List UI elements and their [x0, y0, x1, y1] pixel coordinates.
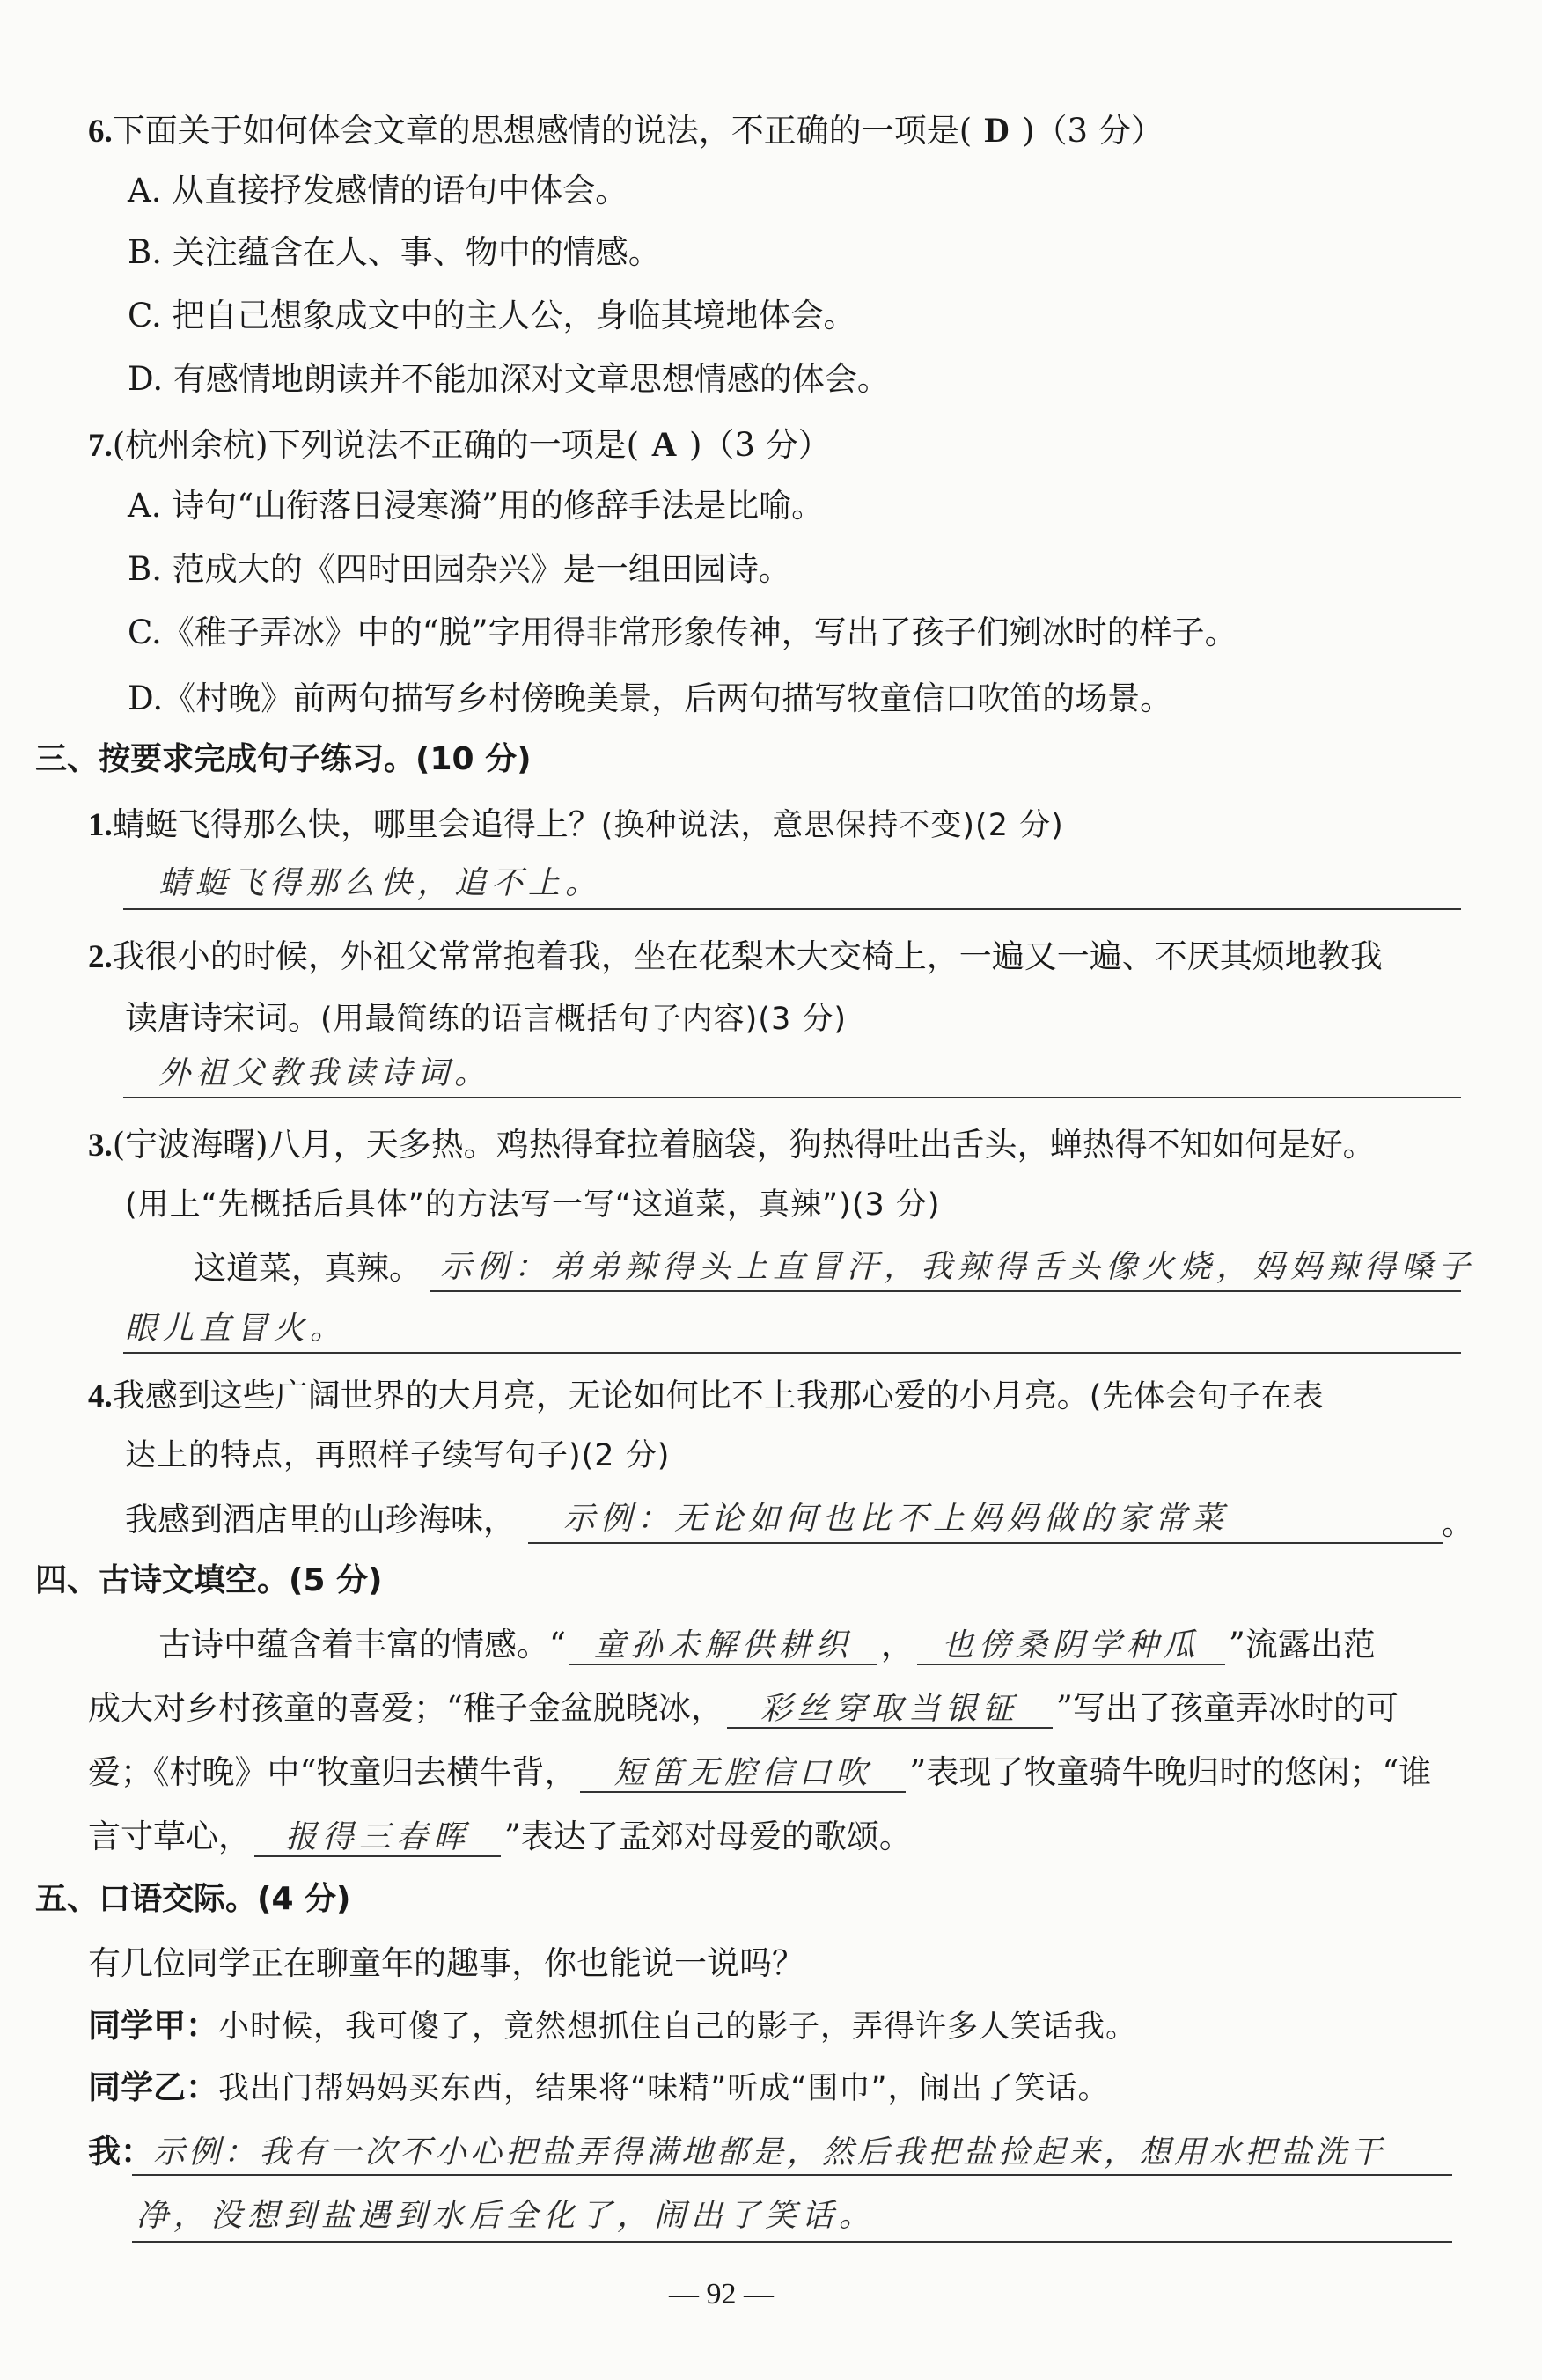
sentence-requirement: (用上“先概括后具体”的方法写一写“这道菜，真辣”)(3 分) [125, 1187, 941, 1223]
sentence-requirement: (先体会句子在表 [1089, 1379, 1325, 1414]
sentence-prompt: 这道菜，真辣。 [194, 1249, 422, 1287]
question-7 [88, 424, 831, 464]
answer-line [123, 1097, 1461, 1098]
dialogue-student-b [88, 2068, 1110, 2106]
sentence-1 [88, 805, 1064, 843]
question-stem: (杭州余杭)下列说法不正确的一项是( [112, 426, 640, 464]
sentence-4 [88, 1379, 1324, 1413]
handwritten-answer: 示例：无论如何也比不上妈妈做的家常菜 [563, 1501, 1230, 1537]
sentence-text: 我感到这些广阔世界的大月亮，无论如何比不上我那心爱的小月亮。 [112, 1377, 1090, 1414]
handwritten-answer: 蜻蜓飞得那么快，追不上。 [158, 865, 603, 901]
speaker-text: 小时候，我可傻了，竟然想抓住自己的影子，弄得许多人笑话我。 [218, 2009, 1138, 2045]
poem-line-4 [88, 1820, 912, 1857]
fill-blank: 报得三春晖 [254, 1822, 501, 1857]
sentence-number: 4. [88, 1378, 113, 1414]
poem-line-1 [158, 1628, 1376, 1665]
poem-text: 古诗中蕴含着丰富的情感。“ [158, 1626, 566, 1664]
handwritten-answer: 外祖父教我读诗词。 [158, 1055, 492, 1091]
handwritten-answer: 示例：我有一次不小心把盐弄得满地都是，然后我把盐捡起来，想用水把盐洗干 [153, 2134, 1386, 2171]
sentence-text: 蜻蜓飞得那么快，哪里会追得上？ [112, 805, 601, 843]
fill-blank: 短笛无腔信口吹 [580, 1758, 906, 1793]
poem-text: 成大对乡村孩童的喜爱；“稚子金盆脱晓冰， [88, 1689, 723, 1727]
poem-line-2 [88, 1689, 1399, 1729]
poem-text: ”表达了孟郊对母爱的歌颂。 [504, 1818, 912, 1855]
sentence-end: 。 [1442, 1504, 1474, 1542]
poem-text: 言寸草心， [88, 1818, 251, 1855]
answer-line [132, 2174, 1452, 2176]
sentence-requirement: (用最简练的语言概括句子内容)(3 分) [320, 1002, 848, 1037]
question-stem: 下面关于如何体会文章的思想感情的说法，不正确的一项是( [112, 112, 973, 150]
answer-letter: A [651, 424, 677, 464]
answer-line [132, 2241, 1452, 2243]
section-4-title: 四、古诗文填空。(5 分) [35, 1562, 383, 1598]
option-a: A. 诗句“山衔落日浸寒漪”用的修辞手法是比喻。 [128, 487, 825, 525]
sentence-number: 2. [88, 939, 113, 975]
option-a: A. 从直接抒发感情的语句中体会。 [128, 172, 628, 209]
fill-blank: 彩丝穿取当银钲 [727, 1693, 1053, 1729]
fill-blank: 童孙未解供耕织 [569, 1630, 877, 1665]
dialogue-me [88, 2135, 1385, 2169]
option-b: B. 关注蕴含在人、事、物中的情感。 [128, 233, 661, 271]
sentence-text: (宁波海曙)八月，天多热。鸡热得耷拉着脑袋，狗热得吐出舌头，蝉热得不知如何是好。 [112, 1126, 1376, 1164]
answer-line [123, 1352, 1461, 1354]
answer-line [123, 908, 1461, 910]
question-points: )（3 分） [688, 426, 831, 464]
handwritten-answer: 示例：弟弟辣得头上直冒汗，我辣得舌头像火烧，妈妈辣得嗓子 [440, 1249, 1476, 1285]
question-number: 7. [88, 428, 113, 464]
option-d: D. 有感情地朗读并不能加深对文章思想情感的体会。 [128, 360, 890, 398]
question-points: )（3 分） [1022, 112, 1164, 150]
answer-line [528, 1542, 1443, 1544]
speaker-label: 同学乙： [88, 2068, 218, 2106]
sentence-2 [88, 937, 1383, 975]
sentence-prompt: 我感到酒店里的山珍海味， [125, 1501, 516, 1539]
question-number: 6. [88, 114, 113, 150]
poem-text: ， [880, 1626, 914, 1664]
speaker-text: 我出门帮妈妈买东西，结果将“味精”听成“围巾”，闹出了笑话。 [218, 2071, 1110, 2106]
sentence-requirement: 达上的特点，再照样子续写句子)(2 分) [125, 1438, 671, 1473]
sentence-number: 1. [88, 807, 113, 843]
fill-blank: 也傍桑阴学种瓜 [917, 1630, 1225, 1665]
sentence-2-cont [125, 999, 848, 1037]
question-6 [88, 110, 1164, 150]
speaker-label: 同学甲： [88, 2007, 218, 2045]
answer-letter: D [984, 110, 1010, 150]
option-b: B. 范成大的《四时田园杂兴》是一组田园诗。 [128, 550, 791, 588]
speaker-label: 我： [88, 2133, 153, 2171]
option-c: C. 把自己想象成文中的主人公，身临其境地体会。 [128, 297, 856, 334]
section-5-intro: 有几位同学正在聊童年的趣事，你也能说一说吗？ [88, 1944, 804, 1982]
dialogue-student-a [88, 2009, 1137, 2043]
option-d: D.《村晚》前两句描写乡村傍晚美景，后两句描写牧童信口吹笛的场景。 [128, 679, 1173, 717]
section-5-title: 五、口语交际。(4 分) [35, 1881, 351, 1917]
poem-text: ”流露出范 [1228, 1626, 1376, 1664]
answer-line [430, 1290, 1461, 1292]
option-c: C.《稚子弄冰》中的“脱”字用得非常形象传神，写出了孩子们剜冰时的样子。 [128, 613, 1237, 651]
handwritten-answer: 眼儿直冒火。 [125, 1311, 348, 1347]
sentence-text: 我很小的时候，外祖父常常抱着我，坐在花梨木大交椅上，一遍又一遍、不厌其烦地教我 [112, 937, 1383, 975]
sentence-requirement: (换种说法，意思保持不变)(2 分) [600, 808, 1064, 843]
poem-text: 爱；《村晚》中“牧童归去横牛背， [88, 1753, 577, 1791]
poem-text: ”写出了孩童弄冰时的可 [1055, 1689, 1399, 1727]
page-number: — 92 — [669, 2278, 774, 2310]
poem-text: ”表现了牧童骑牛晚归时的悠闲；“谁 [909, 1753, 1432, 1791]
handwritten-answer: 净，没想到盐遇到水后全化了，闹出了笑话。 [136, 2198, 877, 2234]
sentence-3 [88, 1128, 1376, 1162]
sentence-number: 3. [88, 1128, 113, 1164]
sentence-text: 读唐诗宋词。 [125, 999, 320, 1037]
section-3-title: 三、按要求完成句子练习。(10 分) [35, 741, 532, 777]
poem-line-3 [88, 1753, 1432, 1793]
